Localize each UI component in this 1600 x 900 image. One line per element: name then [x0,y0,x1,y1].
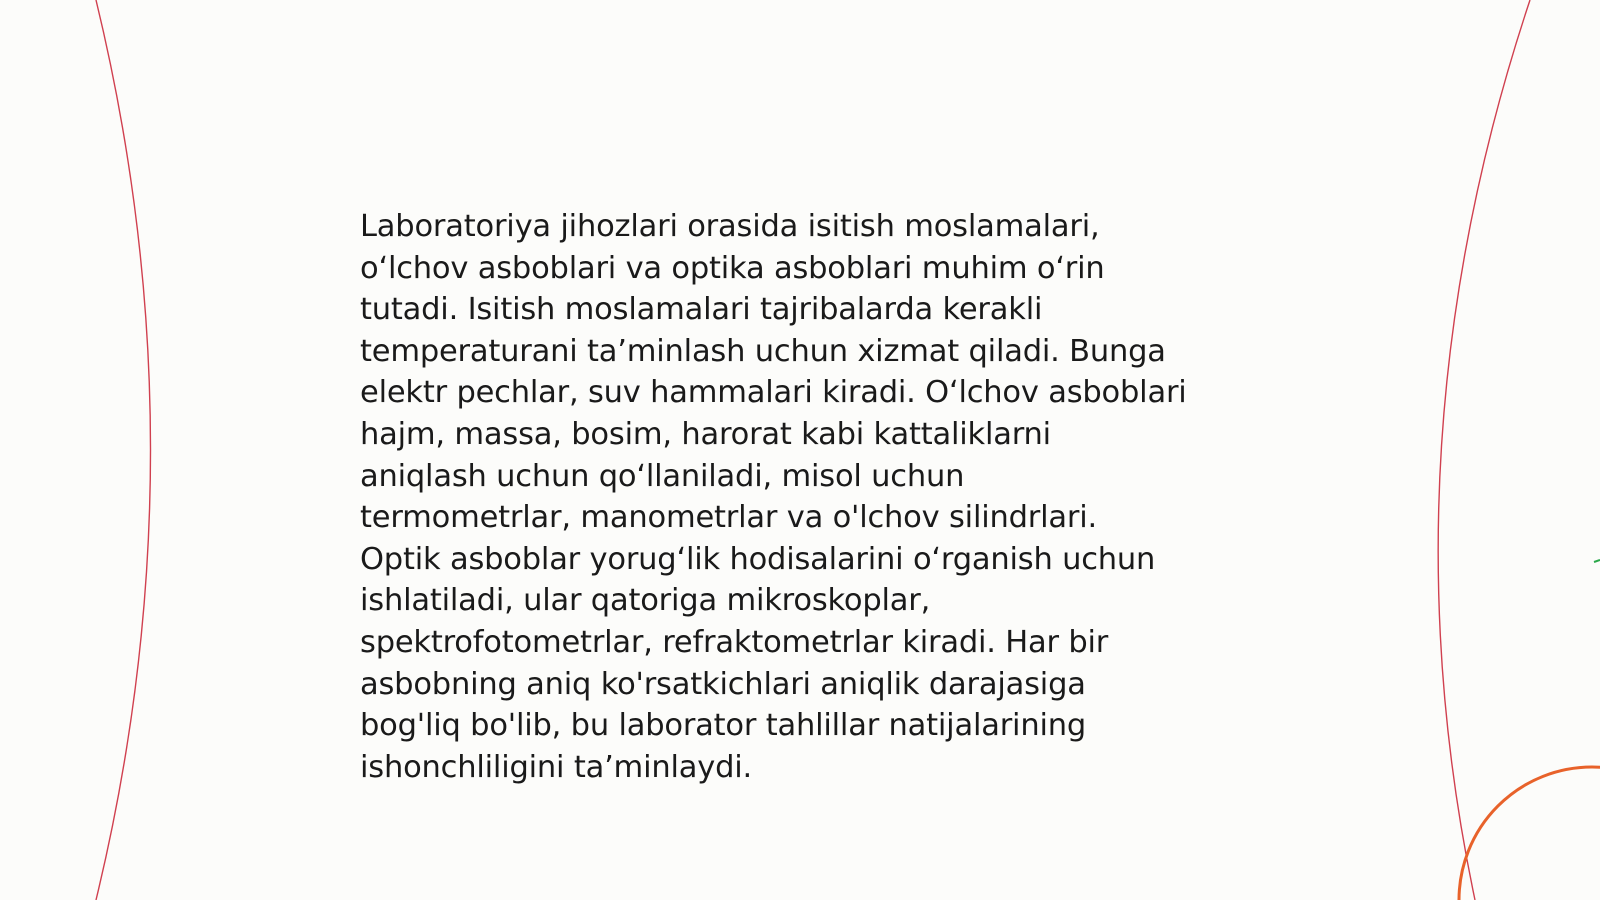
paragraph-line: tutadi. Isitish moslamalari tajribalarda kerakli [360,292,1043,328]
paragraph-line: hajm, massa, bosim, harorat kabi kattaliklarni [360,416,1051,452]
left-curve-line [96,0,151,900]
paragraph-line: termometrlar, manometrlar va o'lchov silindrlari. [360,500,1098,536]
paragraph-line: spektrofotometrlar, refraktometrlar kiradi. Har bir [360,624,1109,660]
paragraph-line: ishlatiladi, ular qatoriga mikroskoplar, [360,583,931,619]
paragraph-line: Optik asboblar yorug‘lik hodisalarini o‘rganish uchun [360,541,1156,577]
paragraph-line: elektr pechlar, suv hammalari kiradi. O‘lchov asboblari [360,375,1187,411]
orange-ring-decoration [1459,767,1600,900]
right-curve-line [1438,0,1530,900]
paragraph-line: temperaturani ta’minlash uchun xizmat qiladi. Bunga [360,333,1166,369]
body-paragraph [360,206,1260,788]
paragraph-line: aniqlash uchun qo‘llaniladi, misol uchun [360,458,965,494]
paragraph-line: asbobning aniq ko'rsatkichlari aniqlik darajasiga [360,666,1086,702]
paragraph-line: Laboratoriya jihozlari orasida isitish moslamalari, [360,209,1100,244]
paragraph-line: bog'liq bo'lib, bu laborator tahlillar natijalarining [360,708,1087,744]
paragraph-line: ishonchliligini ta’minlaydi. [360,749,753,785]
green-accent-mark [1594,560,1600,562]
paragraph-line: o‘lchov asboblari va optika asboblari muhim o‘rin [360,250,1105,286]
